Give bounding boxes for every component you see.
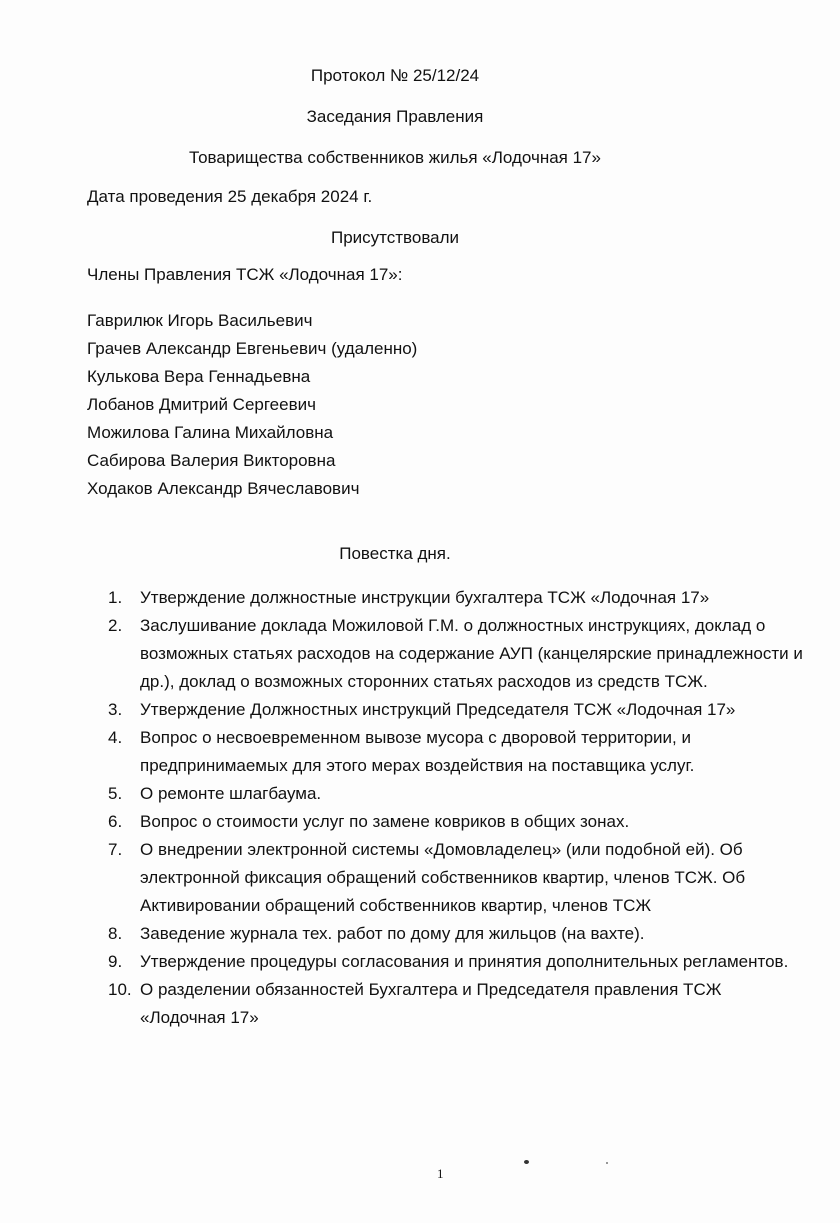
agenda-item (108, 920, 808, 948)
meeting-title: Заседания Правления (306, 107, 484, 126)
agenda-item-number: 8. (108, 924, 123, 943)
member-name: Гаврилюк Игорь Васильевич (87, 311, 313, 330)
members-list (87, 307, 417, 503)
scan-speck (606, 1162, 608, 1164)
agenda-item (108, 724, 808, 780)
agenda-item (108, 976, 808, 1032)
agenda-item-text: Утверждение процедуры согласования и принятия дополнительных регламентов. (140, 952, 789, 971)
agenda-item-text: О ремонте шлагбаума. (140, 784, 322, 803)
members-heading: Члены Правления ТСЖ «Лодочная 17»: (87, 265, 403, 284)
agenda-item-number: 10. (108, 980, 132, 999)
member-name: Ходаков Александр Вячеславович (87, 479, 360, 498)
agenda-item (108, 584, 808, 612)
agenda-item (108, 696, 808, 724)
agenda-item-text: Утверждение должностные инструкции бухгалтера ТСЖ «Лодочная 17» (140, 588, 710, 607)
agenda-item-text: Утверждение Должностных инструкций Председателя ТСЖ «Лодочная 17» (140, 700, 736, 719)
agenda-item-text: О разделении обязанностей Бухгалтера и Председателя правления ТСЖ «Лодочная 17» (140, 980, 722, 1027)
agenda-item-text: Заслушивание доклада Можиловой Г.М. о должностных инструкциях, доклад о возможных статьях расходов на содержание АУП (канцелярские принадлежности и др.), доклад о возможных сторонних статьях расходов из средств ТСЖ. (140, 616, 803, 691)
agenda-item-number: 3. (108, 700, 123, 719)
meeting-date: Дата проведения 25 декабря 2024 г. (87, 187, 373, 206)
agenda-item (108, 948, 808, 976)
agenda-item-number: 1. (108, 588, 123, 607)
agenda-item (108, 808, 808, 836)
member-name: Можилова Галина Михайловна (87, 423, 334, 442)
member-name: Сабирова Валерия Викторовна (87, 451, 336, 470)
agenda-list (108, 584, 808, 1032)
agenda-item-number: 9. (108, 952, 123, 971)
agenda-item-text: О внедрении электронной системы «Домовладелец» (или подобной ей). Об электронной фиксация обращений собственников квартир, членов ТСЖ. Об Активировании обращений собственников квартир, членов ТСЖ (140, 840, 746, 915)
agenda-item (108, 780, 808, 808)
agenda-item-text: Заведение журнала тех. работ по дому для жильцов (на вахте). (140, 924, 645, 943)
member-name: Кулькова Вера Геннадьевна (87, 367, 311, 386)
agenda-item (108, 836, 808, 920)
agenda-item-text: Вопрос о стоимости услуг по замене ковриков в общих зонах. (140, 812, 630, 831)
agenda-item-text: Вопрос о несвоевременном вывозе мусора с дворовой территории, и предпринимаемых для этого мерах воздействия на поставщика услуг. (140, 728, 695, 775)
agenda-item-number: 6. (108, 812, 123, 831)
agenda-item-number: 5. (108, 784, 123, 803)
scan-speck (524, 1160, 529, 1164)
member-name: Лобанов Дмитрий Сергеевич (87, 395, 316, 414)
present-heading: Присутствовали (330, 228, 460, 247)
agenda-item (108, 612, 808, 696)
member-name: Грачев Александр Евгеньевич (удаленно) (87, 339, 418, 358)
agenda-item-number: 4. (108, 728, 123, 747)
organization-title: Товарищества собственников жилья «Лодочная 17» (189, 148, 601, 167)
protocol-title: Протокол № 25/12/24 (310, 66, 480, 85)
agenda-item-number: 7. (108, 840, 123, 859)
page-number: 1 (437, 1166, 444, 1181)
agenda-item-number: 2. (108, 616, 123, 635)
agenda-heading: Повестка дня. (339, 544, 451, 563)
